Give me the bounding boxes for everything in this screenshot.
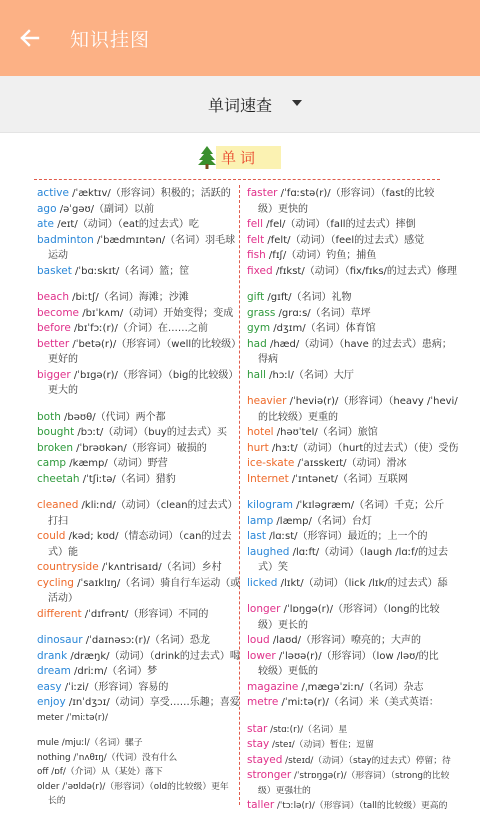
word-definition-continued: 长的 <box>48 796 66 806</box>
word-definition-continued: 级）更长的 <box>258 619 308 631</box>
word-term: become <box>37 306 80 319</box>
page-title: 知识挂图 <box>70 28 151 51</box>
word-entry[interactable] <box>37 472 237 488</box>
word-definition: /ˈdaɪnəsɔː(r)/（名词）恐龙 <box>82 635 210 646</box>
word-entry[interactable] <box>247 545 448 576</box>
word-entry[interactable] <box>37 186 237 202</box>
word-entry[interactable] <box>37 498 237 529</box>
word-entry[interactable] <box>247 306 445 322</box>
word-entry[interactable] <box>37 410 237 426</box>
word-term: cleaned <box>37 499 79 511</box>
word-definition: /steɪ/（动词）暂住；逗留 <box>269 740 374 750</box>
word-entry[interactable] <box>247 456 445 472</box>
word-term: better <box>37 337 70 350</box>
word-term: bigger <box>37 368 71 381</box>
group-gap <box>247 711 445 722</box>
word-entry[interactable] <box>37 368 237 399</box>
word-definition: /hɔːl/（名词）大厅 <box>265 369 354 381</box>
section-heading-text: 单词 <box>216 146 281 169</box>
word-definition: /ˈbædmɪntən/（名词）羽毛球 <box>93 234 236 246</box>
word-definition: /ˈləʊə(r)/（形容词）（low /ləʊ/的比 <box>275 650 439 662</box>
word-term: ago <box>37 202 57 215</box>
word-entry[interactable] <box>37 751 237 766</box>
word-entry[interactable] <box>37 306 237 322</box>
word-term: magazine <box>247 680 299 693</box>
category-dropdown[interactable] <box>0 76 480 133</box>
word-entry[interactable] <box>247 722 445 738</box>
word-term: enjoy <box>37 696 66 708</box>
word-definition: meter /ˈmiːtə(r)/ <box>37 712 108 723</box>
group-gap <box>247 591 445 602</box>
word-definition: /ˈstrɒŋgə(r)/（形容词）（strong的比较 <box>291 771 450 781</box>
word-term: fish <box>247 249 266 261</box>
word-term: loud <box>247 634 270 646</box>
word-term: easy <box>37 680 62 693</box>
word-entry[interactable] <box>247 695 445 711</box>
word-definition: /ˈiːzi/（形容词）容易的 <box>61 681 169 693</box>
dropdown-selected-value: 单词速查 <box>207 95 272 115</box>
word-column-right <box>247 186 459 814</box>
word-entry[interactable] <box>37 765 237 780</box>
word-term: hurt <box>247 441 269 454</box>
word-entry[interactable] <box>247 753 451 769</box>
word-definition: off /ɒf/（介词）从（某处）落下 <box>37 767 163 777</box>
word-chart <box>0 133 480 811</box>
word-definition: /ˈkʌntrisaɪd/（名词）乡村 <box>98 562 222 573</box>
word-definition-continued: 较级）更低的 <box>258 666 318 677</box>
word-definition: /stɑː(r)/（名词）星 <box>267 724 348 735</box>
word-column-left <box>37 186 242 809</box>
word-definition: /ˈɪntənet/（名词）互联网 <box>288 473 408 485</box>
word-entry[interactable] <box>247 514 445 530</box>
word-term: felt <box>247 233 265 246</box>
word-entry[interactable] <box>37 202 237 218</box>
word-entry[interactable] <box>247 264 457 280</box>
word-entry[interactable] <box>37 649 240 665</box>
word-definition: /dʒɪm/（名词）体育馆 <box>270 323 376 334</box>
word-definition-continued: 级）更快的 <box>258 203 308 215</box>
word-term: heavier <box>247 395 287 407</box>
word-entry[interactable] <box>37 607 237 623</box>
word-definition: /ˈbɪgə(r)/（形容词）（big的比较级） <box>70 369 239 381</box>
group-gap <box>37 279 237 290</box>
word-entry[interactable] <box>247 472 445 488</box>
word-entry[interactable] <box>247 498 445 514</box>
word-entry[interactable] <box>247 529 445 545</box>
word-definition-continued: 式）能 <box>48 546 78 558</box>
word-entry[interactable] <box>37 576 241 607</box>
group-gap <box>37 622 237 633</box>
word-definition: /lɪkt/（动词）（lick /lɪk/的过去式）舔 <box>277 577 448 589</box>
word-entry[interactable] <box>37 264 237 280</box>
divider-vertical <box>239 185 240 805</box>
word-entry[interactable] <box>247 248 445 264</box>
group-gap <box>247 383 445 394</box>
word-definition: /ˈtʃiːtə/（名词）猎豹 <box>79 473 176 485</box>
word-entry[interactable] <box>37 233 237 264</box>
word-term: grass <box>247 306 276 319</box>
word-entry[interactable] <box>37 321 237 337</box>
word-definition: /ˈkɪləgræm/（名词）千克；公斤 <box>292 500 445 511</box>
word-definition: /əˈgəʊ/（副词）以前 <box>56 203 155 215</box>
word-definition: /læmp/（名词）台灯 <box>273 515 372 527</box>
word-term: lamp <box>247 514 274 527</box>
word-definition: /ˈdɪfrənt/（形容词）不同的 <box>81 608 209 620</box>
word-definition: /fel/（动词）（fall的过去式）摔倒 <box>263 219 416 230</box>
word-definition-continued: 式）笑 <box>258 562 288 573</box>
word-entry[interactable] <box>37 736 237 751</box>
word-definition: /hæd/（动词）（have 的过去式）患病； <box>266 338 452 350</box>
word-definition: /ˈmiːtə(r)/（名词）米（美式英语： <box>278 697 439 708</box>
word-term: badminton <box>37 233 94 246</box>
divider-horizontal <box>34 179 440 180</box>
word-term: fell <box>247 218 263 230</box>
word-definition: /gɪft/（名词）礼物 <box>264 292 352 303</box>
word-definition: /fɪʃ/（动词）钓鱼；捕鱼 <box>265 250 377 261</box>
arrow-left-icon <box>19 29 39 47</box>
word-term: stayed <box>247 753 283 766</box>
word-definition: /ˈbetə(r)/（形容词）（well的比较级） <box>69 338 242 350</box>
word-entry[interactable] <box>247 337 452 368</box>
word-entry[interactable] <box>37 695 240 711</box>
word-term: metre <box>247 696 279 708</box>
word-definition: /kæmp/（动词）野营 <box>66 458 168 469</box>
word-definition: /kəd; kʊd/（情态动词）（can的过去 <box>65 531 232 542</box>
word-entry[interactable] <box>247 233 445 249</box>
word-definition: /biːtʃ/（名词）海滩；沙滩 <box>69 292 189 303</box>
word-entry[interactable] <box>247 602 445 633</box>
word-term: longer <box>247 603 281 615</box>
word-term: broken <box>37 441 73 454</box>
word-entry[interactable] <box>247 798 448 814</box>
word-term: ate <box>37 218 55 230</box>
word-entry[interactable] <box>247 368 445 384</box>
word-term: before <box>37 322 71 334</box>
word-term: ice-skate <box>247 457 295 469</box>
word-definition: older /ˈəʊldə(r)/（形容词）（old的比较级）更年 <box>37 781 229 792</box>
word-term: laughed <box>247 545 290 558</box>
word-entry[interactable] <box>37 290 237 306</box>
word-entry[interactable] <box>247 737 445 753</box>
word-term: kilogram <box>247 499 293 511</box>
word-entry[interactable] <box>247 576 448 592</box>
word-term: star <box>247 722 268 735</box>
back-button[interactable] <box>0 0 58 76</box>
word-entry[interactable] <box>247 217 445 233</box>
word-definition-continued: 更好的 <box>48 354 78 365</box>
word-entry[interactable] <box>247 186 445 217</box>
word-term: cheetah <box>37 472 80 485</box>
word-definition: /felt/（动词）（feel的过去式）感觉 <box>264 234 425 246</box>
word-definition: /ˈæktɪv/（形容词）积极的；活跃的 <box>68 188 231 199</box>
word-term: fixed <box>247 264 273 277</box>
word-term: Internet <box>247 472 289 485</box>
word-term: licked <box>247 576 278 589</box>
word-term: camp <box>37 457 67 469</box>
word-entry[interactable] <box>247 321 445 337</box>
word-definition-continued: 级）更强壮的 <box>258 785 311 796</box>
word-definition: /ˈbrəʊkən/（形容词）破损的 <box>73 442 207 454</box>
word-entry[interactable] <box>37 664 237 680</box>
word-term: hall <box>247 368 266 381</box>
word-definition: /fɪkst/（动词）（fix/fɪks/的过去式）修理 <box>272 265 457 277</box>
word-definition: /bɪˈkʌm/（动词）开始变得；变成 <box>79 307 234 319</box>
tree-icon <box>198 145 216 169</box>
word-definition: /ˈlɒŋgə(r)/（形容词）（long的比较 <box>280 604 440 615</box>
word-term: taller <box>247 799 275 811</box>
word-term: stronger <box>247 769 292 781</box>
word-term: lower <box>247 649 276 662</box>
word-term: both <box>37 410 61 423</box>
word-definition: /ˈsaɪklɪŋ/（名词）骑自行车运动（或 <box>73 577 241 589</box>
word-definition: /ɪnˈdʒɔɪ/（动词）享受……乐趣；喜爱 <box>65 697 240 708</box>
group-gap <box>247 487 445 498</box>
word-entry[interactable] <box>247 768 450 798</box>
word-term: bought <box>37 426 75 438</box>
word-term: drank <box>37 649 68 662</box>
word-entry[interactable] <box>37 680 237 696</box>
word-entry[interactable] <box>247 425 445 441</box>
word-definition: /laʊd/（形容词）嘹亮的；大声的 <box>269 635 422 646</box>
word-term: dream <box>37 665 71 677</box>
word-term: could <box>37 530 66 542</box>
group-gap <box>37 725 237 736</box>
word-term: basket <box>37 264 72 277</box>
word-term: had <box>247 337 267 350</box>
word-definition-continued: 活动） <box>48 593 78 604</box>
word-definition: /bəʊθ/（代词）两个都 <box>60 411 166 423</box>
section-heading <box>198 145 281 169</box>
word-definition: nothing /ˈnʌθɪŋ/（代词）没有什么 <box>37 752 178 763</box>
word-definition: /hɜːt/（动词）（hurt的过去式）（使）受伤 <box>268 442 459 454</box>
group-gap <box>37 487 237 498</box>
word-definition: /eɪt/（动词）（eat的过去式）吃 <box>54 219 199 230</box>
app-bar <box>0 0 480 76</box>
word-entry[interactable] <box>247 394 458 425</box>
word-entry[interactable] <box>37 633 237 649</box>
word-term: active <box>37 187 69 199</box>
word-term: hotel <box>247 426 274 438</box>
word-definition: /dræŋk/（动词）（drink的过去式）喝 <box>67 650 240 662</box>
word-definition-continued: 打扫 <box>48 515 68 527</box>
word-entry[interactable] <box>37 425 237 441</box>
word-definition-continued: 更大的 <box>48 385 78 396</box>
word-term: cycling <box>37 576 74 589</box>
word-term: stay <box>247 738 270 750</box>
chevron-down-icon[interactable] <box>292 100 302 106</box>
word-entry[interactable] <box>37 441 237 457</box>
word-definition: /bɔːt/（动词）（buy的过去式）买 <box>74 427 227 438</box>
word-entry[interactable] <box>37 337 242 368</box>
word-definition-continued: 运动 <box>48 250 68 261</box>
word-definition: /steɪd/（动词）（stay的过去式）停留；待 <box>282 755 451 766</box>
word-term: beach <box>37 291 69 303</box>
word-term: gift <box>247 291 265 303</box>
group-gap <box>37 399 237 410</box>
word-term: gym <box>247 322 271 334</box>
word-term: faster <box>247 187 278 199</box>
word-definition: /ˌmægəˈziːn/（名词）杂志 <box>298 681 424 693</box>
word-term: different <box>37 607 82 620</box>
word-entry[interactable] <box>37 711 237 726</box>
word-definition-continued: 得病 <box>258 354 278 365</box>
word-entry[interactable] <box>247 649 445 680</box>
word-definition: /bɪˈfɔː(r)/（介词）在……之前 <box>70 323 208 334</box>
word-term: countryside <box>37 561 99 573</box>
word-definition: /ˈheviə(r)/（形容词）（heavy /ˈhevi/ <box>286 396 458 407</box>
group-gap <box>247 279 445 290</box>
word-definition: /driːm/（名词）梦 <box>70 666 158 677</box>
word-entry[interactable] <box>247 633 445 649</box>
word-definition: /həʊˈtel/（名词）旅馆 <box>273 427 378 438</box>
word-entry[interactable] <box>37 456 237 472</box>
word-entry[interactable] <box>37 560 237 576</box>
word-term: dinosaur <box>37 634 83 646</box>
word-definition: /lɑːft/（动词）（laugh /lɑːf/的过去 <box>289 546 448 558</box>
word-definition: mule /mjuːl/（名词）骡子 <box>37 738 143 748</box>
word-definition: /lɑːst/（形容词）最近的；上一个的 <box>265 531 428 542</box>
word-term: last <box>247 530 266 542</box>
word-entry[interactable] <box>37 217 237 233</box>
word-entry[interactable] <box>247 680 445 696</box>
word-definition: /grɑːs/（名词）草坪 <box>275 307 371 319</box>
word-entry[interactable] <box>247 290 445 306</box>
word-entry[interactable] <box>37 780 237 809</box>
word-definition-continued: 的比较级）更重的 <box>258 411 338 423</box>
word-definition: /ˈfɑːstə(r)/（形容词）（fast的比较 <box>277 188 435 199</box>
word-definition: /ˈbɑːskɪt/（名词）篮；筐 <box>71 265 190 277</box>
word-entry[interactable] <box>37 529 237 560</box>
word-definition: /kliːnd/（动词）（clean的过去式） <box>78 500 238 511</box>
word-definition: /ˈtɔːlə(r)/（形容词）（tall的比较级）更高的 <box>274 801 448 811</box>
word-definition: /ˈaɪsskeɪt/（动词）滑冰 <box>294 458 407 469</box>
word-entry[interactable] <box>247 441 459 457</box>
